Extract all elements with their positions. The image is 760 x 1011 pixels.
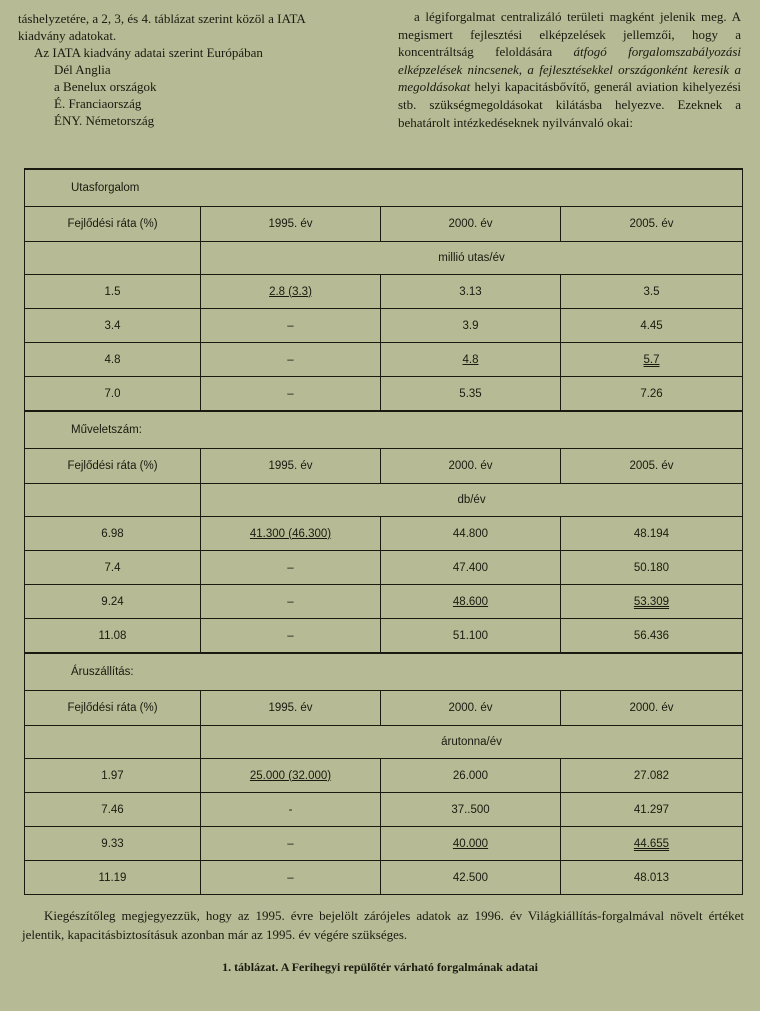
value-cell: [561, 275, 743, 309]
rate-cell: [25, 517, 201, 551]
value-cell: [561, 861, 743, 895]
table-row: [25, 517, 743, 551]
cell-text: 7.26: [640, 387, 663, 400]
value-cell: [381, 275, 561, 309]
cell-text: 4.45: [640, 319, 663, 332]
value-cell: [201, 377, 381, 412]
table-row: [25, 551, 743, 585]
table-row: [25, 827, 743, 861]
rate-cell: [25, 275, 201, 309]
cell-text: 9.33: [101, 837, 124, 850]
value-cell: [201, 619, 381, 654]
rate-cell: [25, 585, 201, 619]
cell-text: 41.300 (46.300): [249, 527, 332, 540]
empty-cell: [25, 242, 201, 275]
cell-text: 2.8 (3.3): [269, 285, 312, 298]
region-item: É. Franciaország: [54, 96, 142, 111]
traffic-forecast-table: [24, 168, 743, 895]
year-header: 1995. év: [201, 207, 381, 242]
cell-text: 1.5: [104, 285, 121, 298]
cell-text: –: [287, 595, 294, 608]
value-cell: [201, 793, 381, 827]
table-row: [25, 377, 743, 412]
year-header: 2000. év: [381, 207, 561, 242]
year-header: 2000. év: [381, 691, 561, 726]
cell-text: 27.082: [633, 769, 670, 782]
value-cell: [561, 551, 743, 585]
year-header: 2000. év: [561, 691, 743, 726]
cell-text: –: [287, 561, 294, 574]
rate-cell: [25, 309, 201, 343]
value-cell: [201, 759, 381, 793]
cell-text: 37..500: [451, 803, 490, 816]
value-cell: [561, 793, 743, 827]
value-cell: [561, 619, 743, 654]
rate-cell: [25, 551, 201, 585]
paragraph-end: helyi kapacitásbővítő, generál aviation kihelyezési stb. szükségmegoldásokat kilátásba helyezve. Ezeknek a behatárolt intézkedéseknek nyilvánvaló okai:: [398, 79, 742, 130]
value-cell: [561, 827, 743, 861]
value-cell: [381, 759, 561, 793]
rate-cell: [25, 619, 201, 654]
rate-header: Fejlődési ráta (%): [25, 207, 201, 242]
section-title: Műveletszám:: [25, 411, 743, 449]
footnote: Kiegészítőleg megjegyezzük, hogy az 1995. évre bejelölt zárójeles adatok az 1996. év Világkiállítás-forgalmával növelt értéket jelentik, kapacitásbiztosításuk azonban már az 1995. év végére szükséges.: [22, 908, 744, 942]
table-row: [25, 585, 743, 619]
year-header: 2005. év: [561, 207, 743, 242]
value-cell: [381, 861, 561, 895]
left-text-column: [18, 10, 378, 129]
cell-text: 42.500: [452, 871, 489, 884]
unit-label: árutonna/év: [201, 726, 743, 759]
table-row: [25, 309, 743, 343]
table-row: [25, 619, 743, 654]
cell-text: –: [287, 871, 294, 884]
unit-label: millió utas/év: [201, 242, 743, 275]
cell-text: –: [287, 837, 294, 850]
rate-cell: [25, 343, 201, 377]
value-cell: [381, 585, 561, 619]
year-header: 2005. év: [561, 449, 743, 484]
cell-text: 44.655: [633, 837, 670, 850]
cell-text: –: [287, 387, 294, 400]
right-paragraph: [398, 8, 741, 131]
cell-text: 56.436: [633, 629, 670, 642]
left-line-2: kiadvány adatokat.: [18, 28, 117, 43]
cell-text: –: [287, 629, 294, 642]
empty-cell: [25, 726, 201, 759]
value-cell: [201, 827, 381, 861]
table-row: [25, 793, 743, 827]
cell-text: 4.8: [104, 353, 121, 366]
region-item: ÉNY. Németország: [54, 113, 155, 128]
rate-header: Fejlődési ráta (%): [25, 449, 201, 484]
value-cell: [381, 619, 561, 654]
value-cell: [561, 759, 743, 793]
cell-text: 9.24: [101, 595, 124, 608]
value-cell: [561, 343, 743, 377]
section-title: Áruszállítás:: [25, 653, 743, 691]
cell-text: 50.180: [633, 561, 670, 574]
cell-text: 41.297: [633, 803, 670, 816]
value-cell: [561, 309, 743, 343]
region-item: a Benelux országok: [54, 79, 157, 94]
cell-text: 7.4: [104, 561, 121, 574]
rate-header: Fejlődési ráta (%): [25, 691, 201, 726]
value-cell: [381, 517, 561, 551]
value-cell: [201, 585, 381, 619]
region-item: Dél Anglia: [54, 62, 111, 77]
cell-text: 7.0: [104, 387, 121, 400]
cell-text: 26.000: [452, 769, 489, 782]
table-caption: 1. táblázat. A Ferihegyi repülőtér várható forgalmának adatai: [222, 960, 538, 974]
rate-cell: [25, 861, 201, 895]
cell-text: 48.194: [633, 527, 670, 540]
value-cell: [561, 517, 743, 551]
paragraph-italic: átfogó forgalomszabályozási elképzelések nincsenek, a fejlesztésekkel országonként keresik a megoldásokat: [398, 44, 741, 95]
cell-text: 6.98: [101, 527, 124, 540]
value-cell: [201, 517, 381, 551]
cell-text: 48.600: [452, 595, 489, 608]
value-cell: [561, 377, 743, 412]
year-header: 1995. év: [201, 449, 381, 484]
table-row: [25, 343, 743, 377]
section-title: Utasforgalom: [25, 169, 743, 207]
right-text-column: [398, 8, 741, 131]
empty-cell: [25, 484, 201, 517]
table-row: [25, 861, 743, 895]
cell-text: –: [287, 353, 294, 366]
rate-cell: [25, 827, 201, 861]
table-body: [25, 169, 743, 895]
left-line-1: táshelyzetére, a 2, 3, és 4. táblázat szerint közöl a IATA: [18, 11, 306, 26]
year-header: 1995. év: [201, 691, 381, 726]
unit-label: db/év: [201, 484, 743, 517]
cell-text: 11.08: [98, 629, 127, 642]
value-cell: [561, 585, 743, 619]
cell-text: 3.5: [643, 285, 660, 298]
value-cell: [381, 309, 561, 343]
cell-text: 47.400: [452, 561, 489, 574]
year-header: 2000. év: [381, 449, 561, 484]
rate-cell: [25, 759, 201, 793]
cell-text: –: [287, 319, 294, 332]
table-row: [25, 759, 743, 793]
value-cell: [201, 551, 381, 585]
value-cell: [381, 827, 561, 861]
cell-text: 48.013: [633, 871, 670, 884]
cell-text: -: [288, 803, 293, 816]
cell-text: 7.46: [101, 803, 124, 816]
cell-text: 3.9: [462, 319, 479, 332]
table-row: [25, 275, 743, 309]
rate-cell: [25, 793, 201, 827]
cell-text: 25.000 (32.000): [249, 769, 332, 782]
value-cell: [381, 343, 561, 377]
value-cell: [201, 275, 381, 309]
left-line-3: Az IATA kiadvány adatai szerint Európában: [34, 45, 263, 60]
cell-text: 5.7: [643, 353, 660, 366]
cell-text: 51.100: [452, 629, 489, 642]
cell-text: 40.000: [452, 837, 489, 850]
value-cell: [381, 377, 561, 412]
value-cell: [381, 551, 561, 585]
cell-text: 11.19: [98, 871, 127, 884]
cell-text: 53.309: [633, 595, 670, 608]
cell-text: 5.35: [459, 387, 482, 400]
cell-text: 4.8: [462, 353, 479, 366]
value-cell: [381, 793, 561, 827]
cell-text: 44.800: [452, 527, 489, 540]
paragraph-start: a légiforgalmat centralizáló területi magként jelenik meg. A megismert fejlesztési elképzelések jellemzői, hogy a koncentráltság feloldására: [398, 9, 741, 60]
value-cell: [201, 861, 381, 895]
cell-text: 1.97: [101, 769, 124, 782]
value-cell: [201, 343, 381, 377]
cell-text: 3.13: [459, 285, 482, 298]
rate-cell: [25, 377, 201, 412]
value-cell: [201, 309, 381, 343]
cell-text: 3.4: [104, 319, 121, 332]
